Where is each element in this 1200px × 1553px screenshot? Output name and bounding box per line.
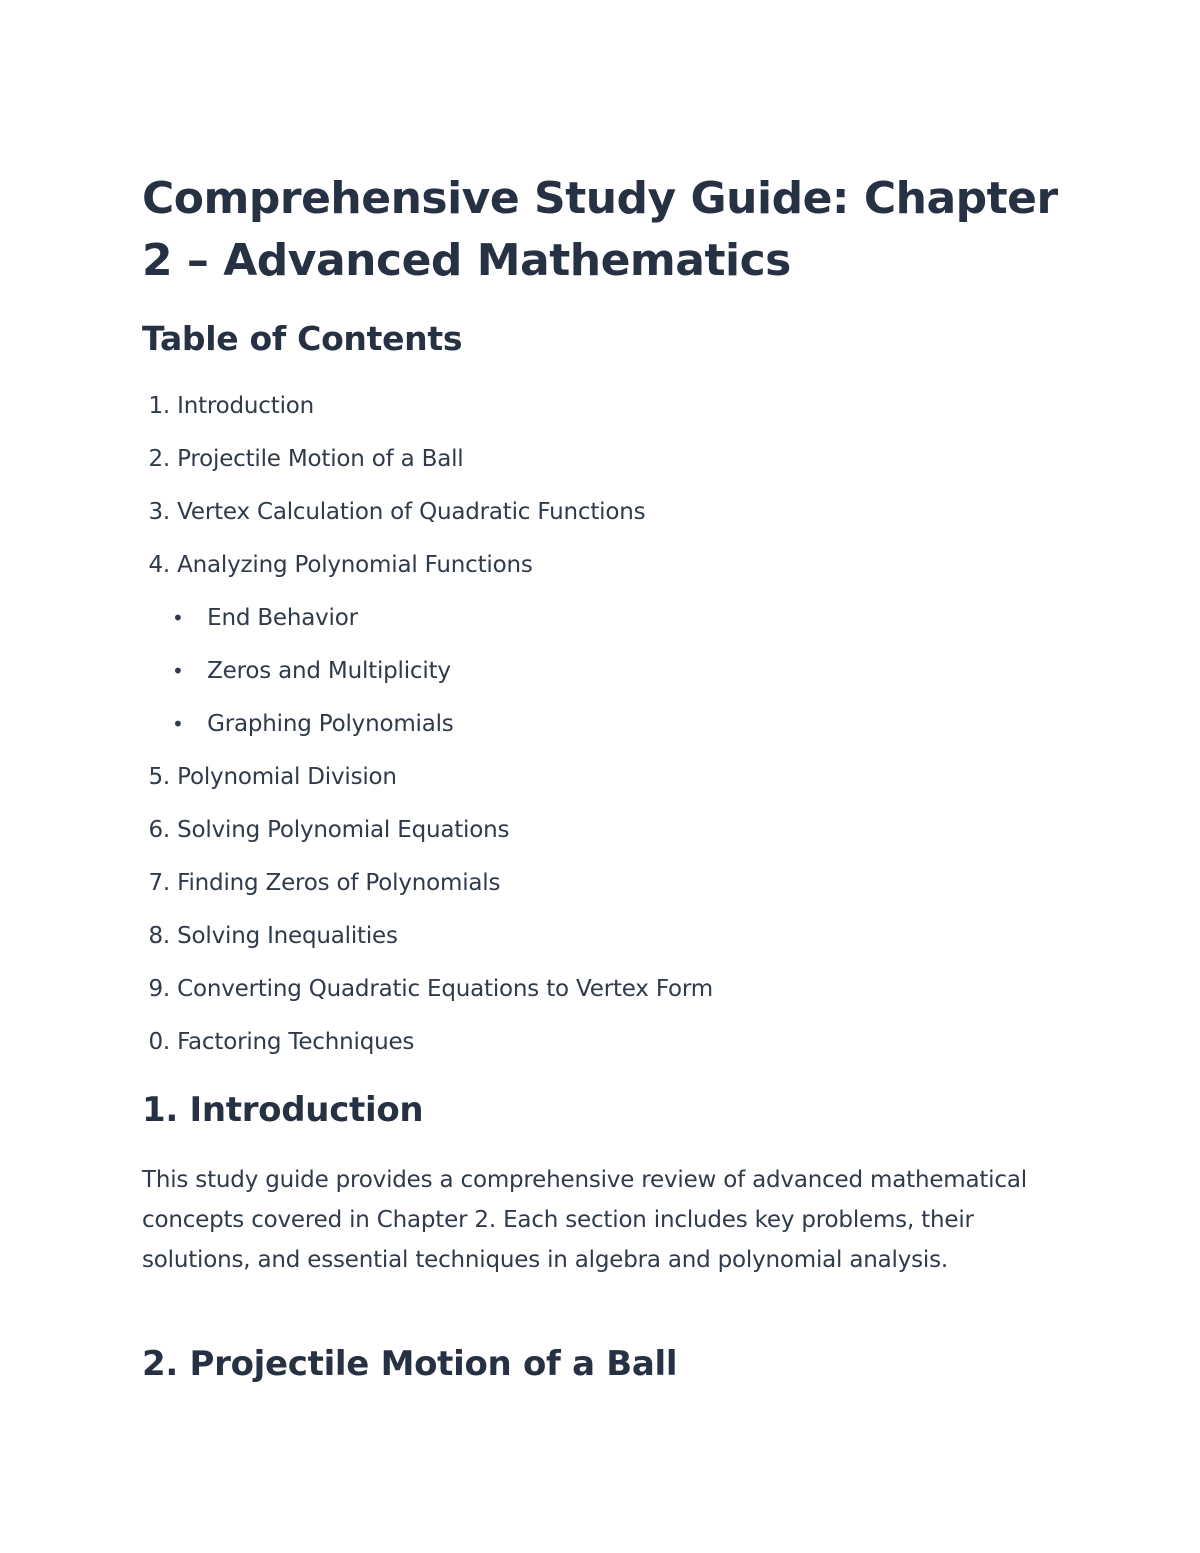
toc-item-label: Factoring Techniques [177, 1029, 415, 1055]
toc-item-number: 5. [148, 764, 170, 790]
toc-item-label: Solving Inequalities [177, 923, 398, 949]
toc-item-introduction[interactable] [142, 391, 314, 421]
toc-item-solving-polynomial-equations[interactable] [142, 815, 509, 845]
toc-item-vertex-form[interactable] [142, 974, 713, 1004]
toc-subitem-graphing-polynomials[interactable] [172, 709, 454, 739]
toc-item-factoring-techniques[interactable] [142, 1027, 414, 1057]
toc-item-number: 8. [148, 923, 170, 949]
toc-subitem-label: Zeros and Multiplicity [207, 658, 451, 684]
toc-item-analyzing-polynomials[interactable] [142, 550, 533, 580]
toc-item-number: 4. [148, 552, 170, 578]
section-heading-projectile-motion: 2. Projectile Motion of a Ball [142, 1344, 678, 1384]
toc-item-label: Analyzing Polynomial Functions [177, 552, 533, 578]
bullet-icon: • [172, 659, 184, 683]
toc-item-number: 0. [148, 1029, 170, 1055]
section-paragraph-introduction: This study guide provides a comprehensive review of advanced mathematical concepts covered in Chapter 2. Each section includes key problems, their solutions, and essential techniques in algebra and polynomial analysis. [142, 1167, 1027, 1273]
toc-item-number: 6. [148, 817, 170, 843]
toc-subitem-end-behavior[interactable] [172, 603, 358, 633]
toc-item-number: 2. [148, 446, 170, 472]
toc-subitem-label: End Behavior [207, 605, 358, 631]
toc-item-number: 3. [148, 499, 170, 525]
section-heading-introduction: 1. Introduction [142, 1090, 424, 1130]
toc-item-number: 7. [148, 870, 170, 896]
toc-item-label: Solving Polynomial Equations [177, 817, 510, 843]
toc-item-projectile-motion[interactable] [142, 444, 463, 474]
bullet-icon: • [172, 712, 184, 736]
toc-item-label: Finding Zeros of Polynomials [177, 870, 501, 896]
toc-item-label: Introduction [177, 393, 315, 419]
bullet-icon: • [172, 606, 184, 630]
toc-item-label: Converting Quadratic Equations to Vertex Form [177, 976, 713, 1002]
toc-subitem-zeros-multiplicity[interactable] [172, 656, 451, 686]
toc-item-vertex-calculation[interactable] [142, 497, 645, 527]
toc-item-solving-inequalities[interactable] [142, 921, 398, 951]
document-title: Comprehensive Study Guide: Chapter 2 – Advanced Mathematics [142, 173, 1058, 286]
toc-item-number: 1. [148, 393, 170, 419]
toc-item-finding-zeros[interactable] [142, 868, 500, 898]
toc-item-label: Polynomial Division [177, 764, 397, 790]
toc-item-number: 9. [148, 976, 170, 1002]
toc-subitem-label: Graphing Polynomials [207, 711, 454, 737]
toc-item-label: Projectile Motion of a Ball [177, 446, 464, 472]
toc-item-polynomial-division[interactable] [142, 762, 397, 792]
toc-heading: Table of Contents [142, 319, 463, 358]
toc-item-label: Vertex Calculation of Quadratic Functions [177, 499, 646, 525]
